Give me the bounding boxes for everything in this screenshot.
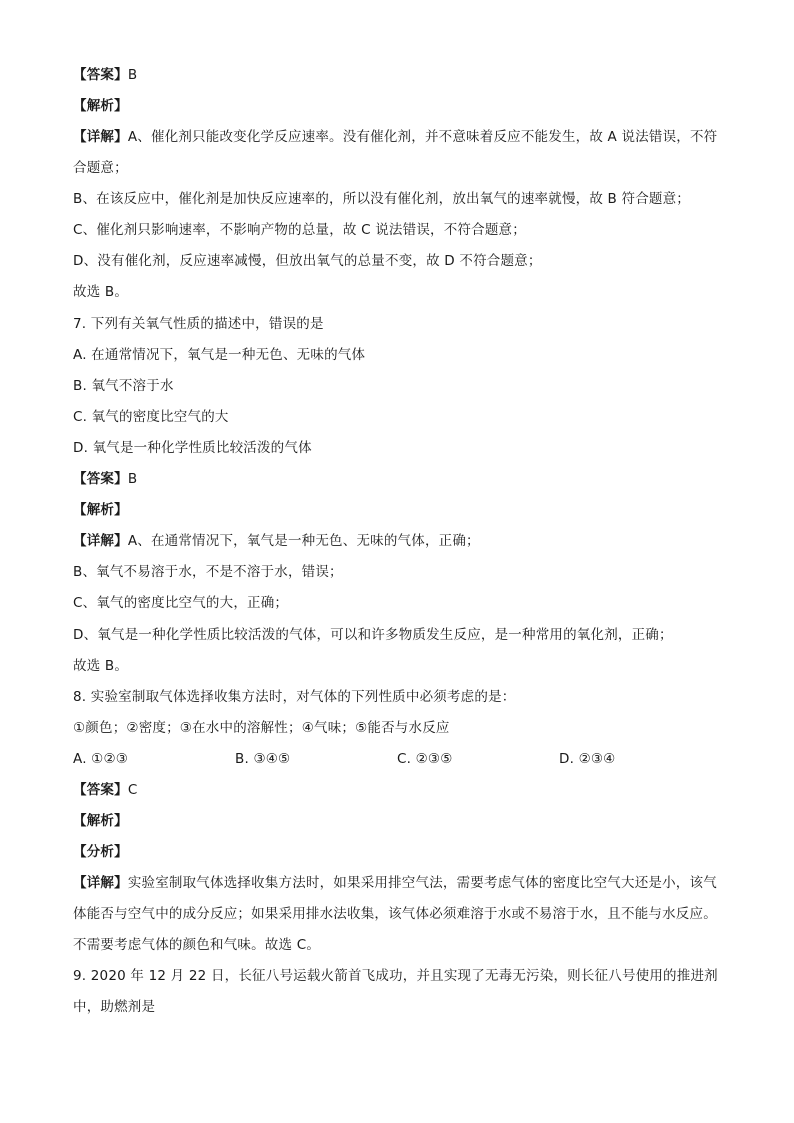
q8-option-c: C. ②③⑤ [397,750,453,767]
q6-detail-a [73,122,723,184]
q6-detail-d: D、没有催化剂，反应速率减慢，但放出氧气的总量不变，故 D 不符合题意； [73,253,542,270]
q6-answer [73,62,723,93]
answer-tag: 【答案】 [73,781,128,798]
q8-option-b: B. ③④⑤ [235,750,291,767]
q7-option-c: C. 氧气的密度比空气的大 [73,408,229,425]
detail-text: A、催化剂只能改变化学反应速率。没有催化剂，并不意味着反应不能发生，故 A 说法错误，不符合题意； [73,129,718,177]
q6-detail-b: B、在该反应中，催化剂是加快反应速率的，所以没有催化剂，放出氧气的速率就慢，故 B 符合题意； [73,191,691,208]
q8-analysis [73,808,723,839]
q7-detail-b: B、氧气不易溶于水，不是不溶于水，错误； [73,564,343,581]
detail-tag: 【详解】 [73,533,128,550]
analysis-tag: 【解析】 [73,98,128,115]
q8-answer [73,777,723,808]
answer-value: C [127,781,138,798]
analysis-tag: 【解析】 [73,502,128,519]
q7-detail-c: C、氧气的密度比空气的大，正确； [73,595,289,612]
q8-detail [73,868,723,961]
q7-option-b: B. 氧气不溶于水 [73,377,174,394]
q7-answer [73,466,723,497]
detail-tag: 【详解】 [73,875,128,892]
detail-text: A、在通常情况下，氧气是一种无色、无味的气体，正确； [127,533,480,550]
detail-text: 实验室制取气体选择收集方法时，如果采用排空气法，需要考虑气体的密度比空气大还是小，该气体能否与空气中的成分反应；如果采用排水法收集，该气体必须难溶于水或不易溶于水，且不能与水反应。不需要考虑气体的颜色和气味。故选 C。 [73,875,717,954]
q8-fenxi [73,839,723,870]
q8-stem: 8. 实验室制取气体选择收集方法时，对气体的下列性质中必须考虑的是： [73,688,516,705]
answer-value: B [127,67,138,83]
q7-conclusion: 故选 B。 [73,657,129,674]
page-content [73,62,723,1025]
fenxi-tag: 【分析】 [73,844,128,861]
q9-stem: 9. 2020 年 12 月 22 日，长征八号运载火箭首飞成功，并且实现了无毒无污染，则长征八号使用的推进剂中，助燃剂是 [73,968,718,1016]
q8-option-a: A. ①②③ [73,750,129,767]
q7-analysis [73,497,723,528]
q8-properties: ①颜色；②密度；③在水中的溶解性；④气味；⑤能否与水反应 [73,719,450,736]
q6-analysis [73,93,723,124]
q7-detail-d: D、氧气是一种化学性质比较活泼的气体，可以和许多物质发生反应，是一种常用的氧化剂，正确； [73,626,673,643]
q7-stem: 7. 下列有关氧气性质的描述中，错误的是 [73,315,324,332]
q8-options [73,746,723,777]
q7-option-d: D. 氧气是一种化学性质比较活泼的气体 [73,439,312,456]
answer-value: B [127,471,138,488]
q6-conclusion: 故选 B。 [73,284,129,301]
answer-tag: 【答案】 [73,471,128,488]
q8-option-d: D. ②③④ [559,750,616,767]
answer-tag: 【答案】 [73,67,128,83]
q7-detail-a [73,528,723,559]
q6-detail-c: C、催化剂只影响速率，不影响产物的总量，故 C 说法错误，不符合题意； [73,222,526,239]
analysis-tag: 【解析】 [73,813,128,830]
q7-option-a: A. 在通常情况下，氧气是一种无色、无味的气体 [73,346,366,363]
detail-tag: 【详解】 [73,129,128,146]
